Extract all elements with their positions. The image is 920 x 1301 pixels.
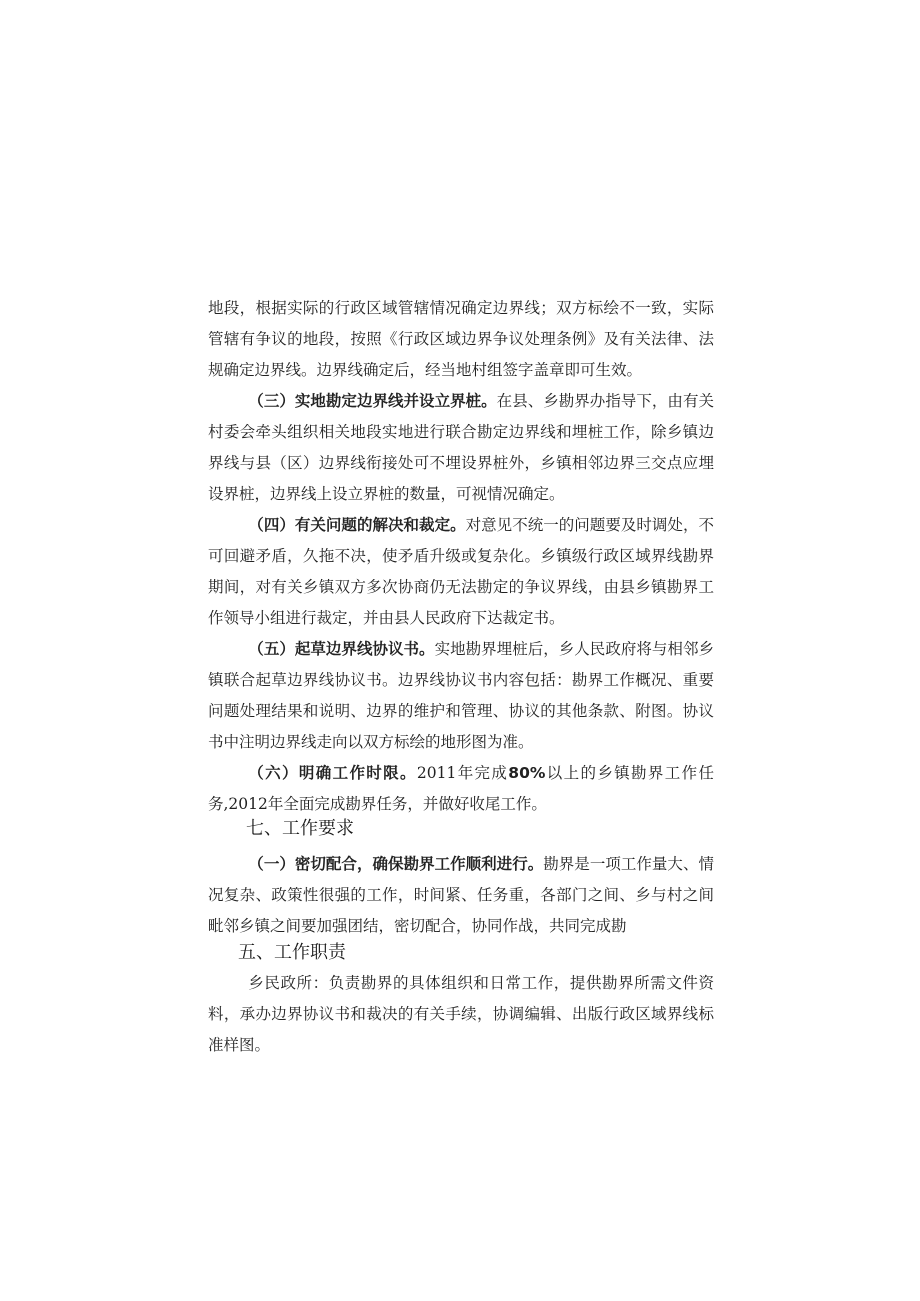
requirement-one-body: 勘界是一项工作量大、情况复杂、政策性很强的工作，时间紧、任务重，各部门之间、乡与村之间毗邻乡镇之间要加强团结，密切配合，协同作战，共同完成勘 [208,855,714,935]
section-six-body-c: 以上的乡镇勘界工作任务,2012年全面完成勘界任务，并做好收尾工作。 [208,764,714,813]
heading-work-responsibilities: 五、工作职责 [238,942,346,963]
paragraph-text: 乡民政所：负责勘界的具体组织和日常工作，提供勘界所需文件资料，承办边界协议书和裁决的有关手续，协调编辑、出版行政区域界线标准样图。 [208,974,714,1054]
paragraph-section-four [208,510,714,634]
paragraph-text: 地段，根据实际的行政区域管辖情况确定边界线；双方标绘不一致，实际管辖有争议的地段，按照《行政区域边界争议处理条例》及有关法律、法规确定边界线。边界线确定后，经当地村组签字盖章即可生效。 [208,299,714,379]
section-six-title: （六）明确工作时限。 [248,764,417,782]
paragraph-requirement-one [208,849,714,942]
section-four-title: （四）有关问题的解决和裁定。 [248,516,466,534]
section-four-body: 对意见不统一的问题要及时调处，不可回避矛盾，久拖不决，使矛盾升级或复杂化。乡镇级行政区域界线勘界期间，对有关乡镇双方多次协商仍无法勘定的争议界线，由县乡镇勘界工作领导小组进行裁定，并由县人民政府下达裁定书。 [208,516,714,627]
section-six-percent: 80% [508,764,546,782]
section-five-title: （五）起草边界线协议书。 [248,640,435,658]
paragraph-section-three [208,386,714,510]
paragraph-section-five [208,634,714,758]
paragraph-boundary-determination [208,293,714,386]
paragraph-civil-affairs-office [208,968,714,1061]
section-three-body: 在县、乡勘界办指导下，由有关村委会牵头组织相关地段实地进行联合勘定边界线和埋桩工作，除乡镇边界线与县（区）边界线衔接处可不埋设界桩外，乡镇相邻边界三交点应埋设界桩，边界线上设立界桩的数量，可视情况确定。 [208,392,714,503]
section-six-body-a: 2011年完成 [416,764,509,782]
requirement-one-title: （一）密切配合，确保勘界工作顺利进行。 [248,855,544,873]
heading-work-requirements: 七、工作要求 [246,818,354,839]
section-three-title: （三）实地勘定边界线并设立界桩。 [248,392,497,410]
paragraph-section-six [208,758,714,820]
section-five-body: 实地勘界埋桩后，乡人民政府将与相邻乡镇联合起草边界线协议书。边界线协议书内容包括：勘界工作概况、重要问题处理结果和说明、边界的维护和管理、协议的其他条款、附图。协议书中注明边界线走向以双方标绘的地形图为准。 [208,640,714,751]
